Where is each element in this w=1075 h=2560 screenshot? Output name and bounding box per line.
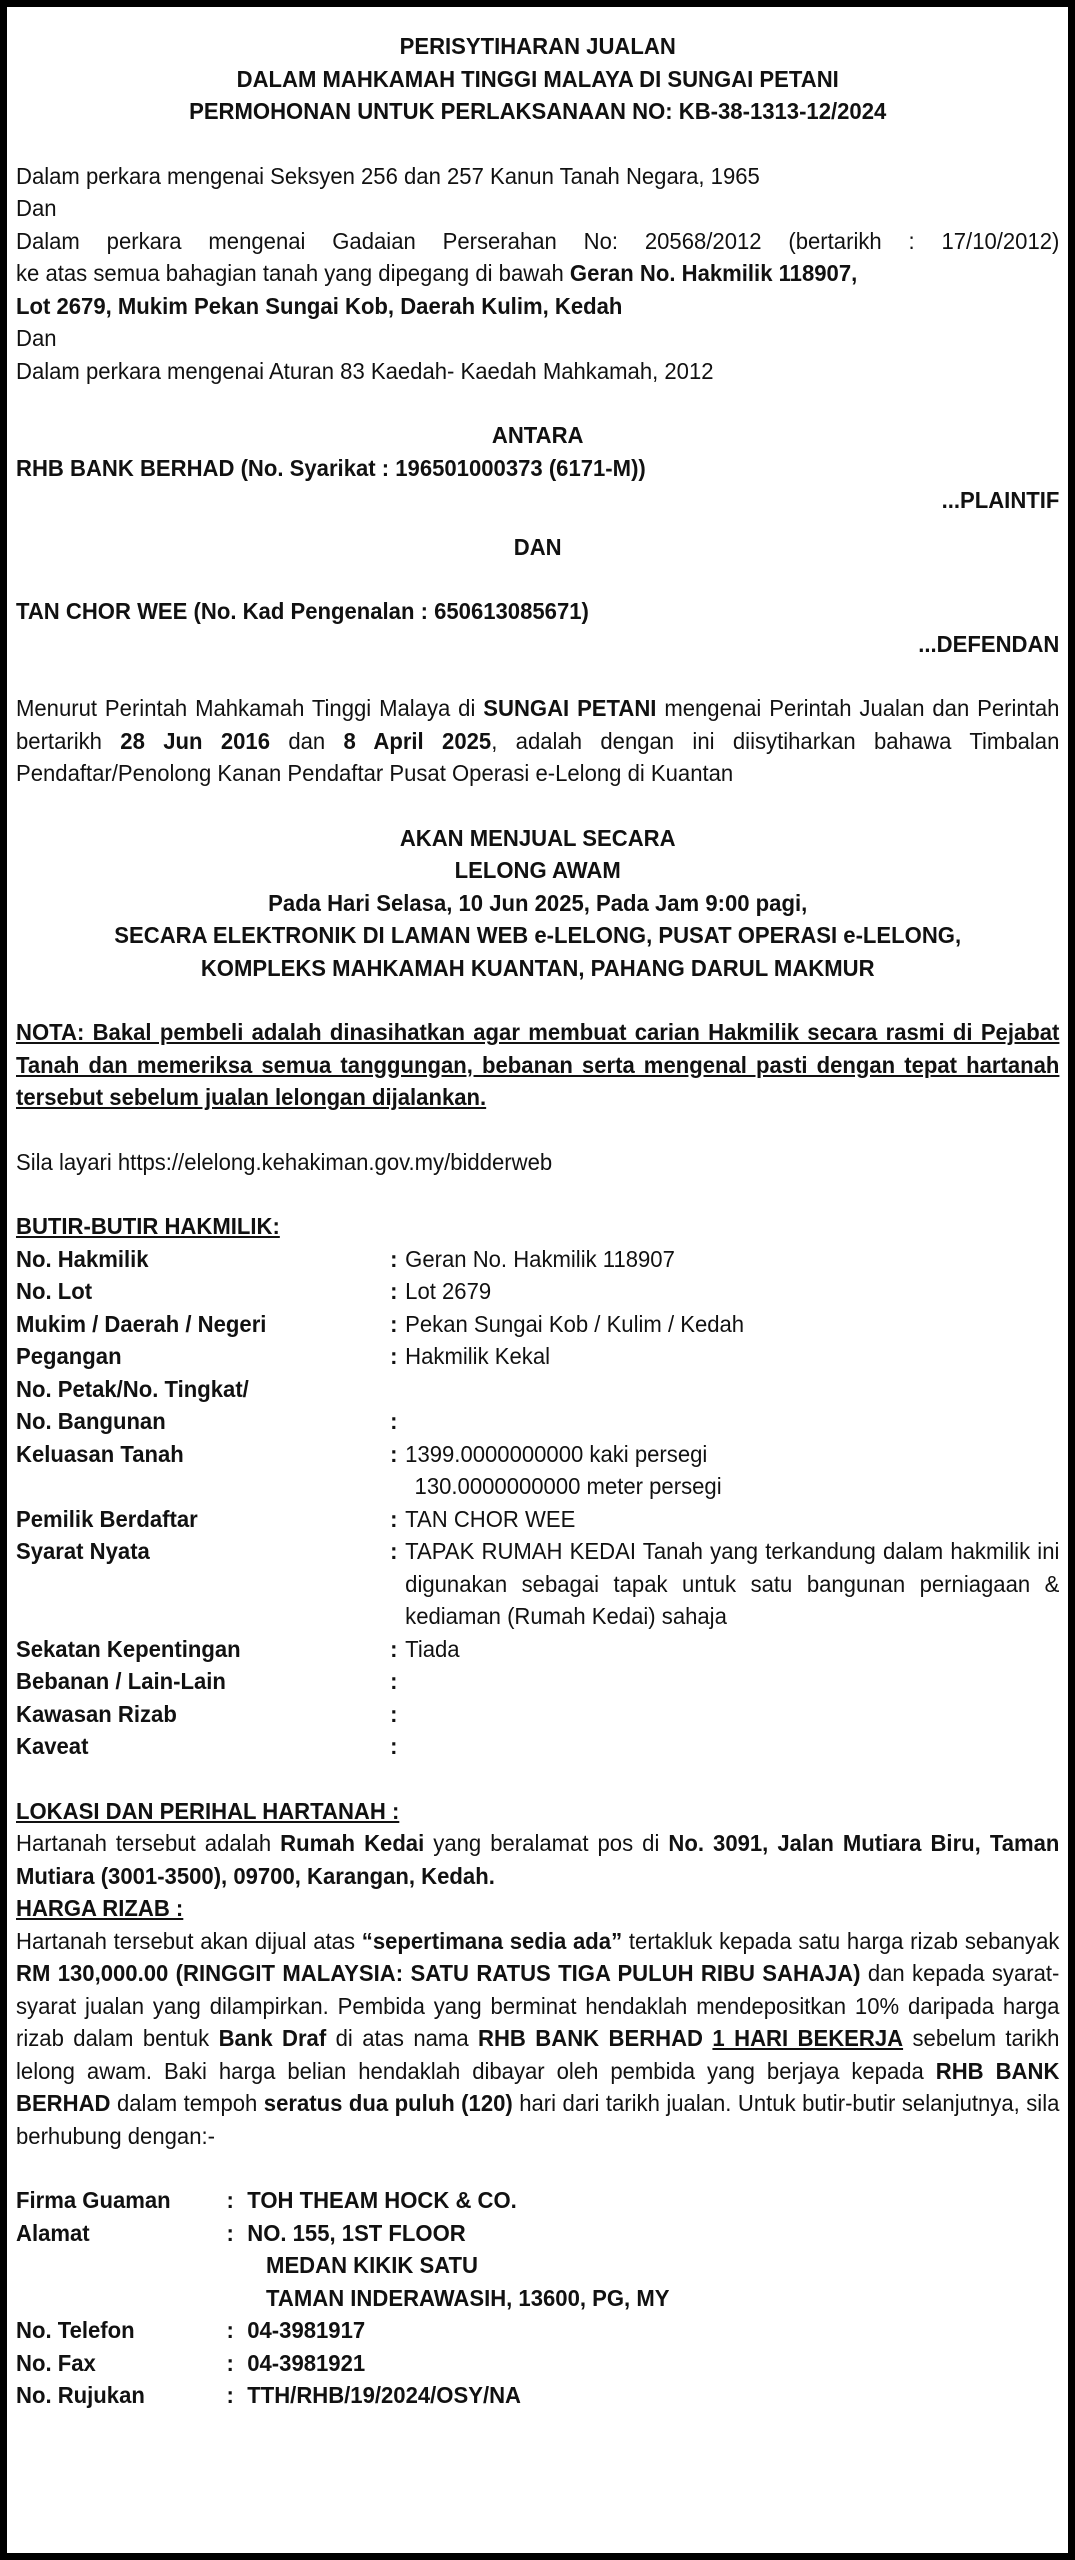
- title-detail-label: Syarat Nyata: [16, 1538, 150, 1564]
- contact-row: [16, 2314, 1059, 2347]
- contact-label: [16, 2249, 227, 2282]
- title-detail-colon: :: [390, 1668, 398, 1694]
- title-details-heading: BUTIR-BUTIR HAKMILIK:: [16, 1213, 280, 1239]
- title-detail-value: [405, 1698, 1059, 1731]
- title-detail-colon: [390, 1373, 405, 1406]
- title-detail-row: [16, 1535, 1059, 1633]
- sale-notice: [16, 30, 1060, 2412]
- title-detail-value: [405, 1373, 1059, 1406]
- title-detail-value: [405, 1665, 1059, 1698]
- antara-heading: ANTARA: [491, 422, 584, 448]
- title-detail-value: Hakmilik Kekal: [405, 1343, 551, 1369]
- reserve-paragraph: Hartanah tersebut akan dijual atas “sepertimana sedia ada” tertakluk kepada satu harga rizab sebanyak RM 130,000.00 (RINGGIT MALAYSIA: SATU RATUS TIGA PULUH RIBU SAHAJA) dan kepada syarat-syarat jualan yang dilampirkan. Pembida yang berminat hendaklah mendepositkan 10% daripada harga rizab dalam bentuk Bank Draf di atas nama RHB BANK BERHAD 1 HARI BEKERJA sebelum tarikh lelong awam. Baki harga belian hendaklah dibayar oleh pembida yang berjaya kepada RHB BANK BERHAD dalam tempoh seratus dua puluh (120) hari dari tarikh jualan. Untuk butir-butir selanjutnya, sila berhubung dengan:-: [16, 1927, 1060, 2149]
- contact-row: [16, 2184, 1059, 2217]
- matter-charge: Dalam perkara mengenai Gadaian Perserahan No: 20568/2012 (bertarikh : 17/10/2012) ke atas semua bahagian tanah yang dipegang di bawah Geran No. Hakmilik 118907, Lot 2679, Mukim Pekan Sungai Kob, Daerah Kulim, Kedah: [16, 227, 1060, 319]
- title-detail-label: Pegangan: [16, 1343, 122, 1369]
- defendant-name: TAN CHOR WEE (No. Kad Pengenalan : 650613085671): [16, 598, 589, 624]
- title-detail-row: [16, 1665, 1059, 1698]
- title-detail-colon: :: [390, 1310, 398, 1337]
- title-detail-value: 1399.0000000000 kaki persegi: [405, 1440, 708, 1467]
- title-detail-colon: :: [390, 1408, 398, 1434]
- title-detail-label: Mukim / Daerah / Negeri: [16, 1310, 267, 1337]
- title-detail-value: Pekan Sungai Kob / Kulim / Kedah: [405, 1310, 745, 1337]
- matter-land-code: Dalam perkara mengenai Seksyen 256 dan 257 Kanun Tanah Negara, 1965: [16, 162, 760, 189]
- contact-row: [16, 2249, 1059, 2282]
- contact-row: [16, 2379, 1059, 2412]
- title-detail-colon: :: [390, 1278, 398, 1304]
- contact-label: No. Rujukan: [16, 2382, 145, 2408]
- title-detail-row: [16, 1405, 1059, 1438]
- title-detail-label: Sekatan Kepentingan: [16, 1635, 241, 1662]
- title-detail-label: Kaveat: [16, 1733, 89, 1759]
- auction-venue-2: KOMPLEKS MAHKAMAH KUANTAN, PAHANG DARUL MAKMUR: [200, 954, 875, 981]
- title-detail-label: [16, 1470, 390, 1503]
- contact-row: [16, 2282, 1059, 2315]
- application-number: PERMOHONAN UNTUK PERLAKSANAAN NO: KB-38-1313-12/2024: [189, 98, 887, 124]
- title-detail-colon: :: [390, 1635, 398, 1662]
- contact-value: TTH/RHB/19/2024/OSY/NA: [247, 2382, 522, 2408]
- title-detail-row: [16, 1503, 1059, 1536]
- contact-colon: :: [226, 2317, 234, 2343]
- contact-colon: :: [226, 2219, 234, 2246]
- title-detail-value: Geran No. Hakmilik 118907: [405, 1245, 675, 1272]
- notice-title: PERISYTIHARAN JUALAN: [399, 33, 676, 59]
- title-detail-label: Kawasan Rizab: [16, 1700, 177, 1727]
- contact-label: Firma Guaman: [16, 2187, 171, 2213]
- auction-type: LELONG AWAM: [454, 857, 621, 883]
- auction-heading: AKAN MENJUAL SECARA: [399, 824, 676, 851]
- title-detail-label: No. Hakmilik: [16, 1245, 149, 1272]
- title-detail-row: [16, 1243, 1059, 1276]
- title-detail-value: TAPAK RUMAH KEDAI Tanah yang terkandung dalam hakmilik ini digunakan sebagai tapak untuk satu bangunan perniagaan & kediaman (Rumah Kedai) sahaja: [405, 1538, 1060, 1629]
- court-order-paragraph: Menurut Perintah Mahkamah Tinggi Malaya di SUNGAI PETANI mengenai Perintah Jualan dan Perintah bertarikh 28 Jun 2016 dan 8 April 2025, adalah dengan ini diisytiharkan bahawa Timbalan Pendaftar/Penolong Kanan Pendaftar Pusat Operasi e-Lelong di Kuantan: [16, 695, 1060, 786]
- title-detail-value: TAN CHOR WEE: [405, 1505, 576, 1532]
- title-detail-row: [16, 1373, 1059, 1406]
- contact-colon: [227, 2249, 248, 2282]
- title-detail-value: [405, 1730, 1059, 1763]
- contact-value: TOH THEAM HOCK & CO.: [247, 2187, 517, 2213]
- plaintiff-name: RHB BANK BERHAD (No. Syarikat : 196501000373 (6171-M)): [16, 454, 646, 481]
- title-detail-row: [16, 1438, 1059, 1471]
- matter-rules: Dalam perkara mengenai Aturan 83 Kaedah- Kaedah Mahkamah, 2012: [16, 357, 714, 384]
- defendant-role: ...DEFENDAN: [918, 630, 1060, 657]
- title-detail-label: No. Petak/No. Tingkat/: [16, 1375, 249, 1402]
- title-detail-colon: :: [390, 1245, 398, 1272]
- title-detail-row: [16, 1730, 1059, 1763]
- contact-value: 04-3981921: [247, 2349, 366, 2376]
- contact-value: MEDAN KIKIK SATU: [266, 2252, 478, 2278]
- contact-label: [16, 2282, 227, 2315]
- title-detail-colon: :: [390, 1440, 398, 1467]
- title-detail-colon: :: [390, 1538, 398, 1564]
- contact-value: NO. 155, 1ST FLOOR: [247, 2219, 466, 2246]
- title-detail-label: Keluasan Tanah: [16, 1440, 184, 1467]
- title-detail-colon: :: [390, 1700, 398, 1727]
- auction-venue: SECARA ELEKTRONIK DI LAMAN WEB e-LELONG, PUSAT OPERASI e-LELONG,: [114, 922, 962, 948]
- title-detail-row: [16, 1340, 1059, 1373]
- location-paragraph: Hartanah tersebut adalah Rumah Kedai yang beralamat pos di No. 3091, Jalan Mutiara Biru, Taman Mutiara (3001-3500), 09700, Karangan, Kedah.: [16, 1830, 1060, 1889]
- contact-colon: :: [226, 2187, 234, 2213]
- auction-date: Pada Hari Selasa, 10 Jun 2025, Pada Jam 9:00 pagi,: [268, 889, 808, 916]
- contact-colon: :: [226, 2349, 234, 2376]
- contact-colon: :: [226, 2382, 234, 2408]
- title-detail-colon: :: [390, 1343, 398, 1369]
- matter-dan: Dan: [16, 195, 57, 221]
- matter-dan: Dan: [16, 325, 57, 351]
- contact-value: TAMAN INDERAWASIH, 13600, PG, MY: [266, 2284, 670, 2311]
- title-detail-colon: :: [390, 1505, 398, 1532]
- dan-heading: DAN: [513, 533, 562, 560]
- reserve-heading: HARGA RIZAB :: [16, 1895, 184, 1921]
- contact-value: 04-3981917: [247, 2317, 366, 2343]
- plaintiff-role: ...PLAINTIF: [941, 487, 1060, 513]
- location-heading: LOKASI DAN PERIHAL HARTANAH :: [16, 1797, 400, 1824]
- title-detail-value: Lot 2679: [405, 1278, 492, 1304]
- title-detail-label: No. Lot: [16, 1278, 93, 1304]
- title-detail-value: [405, 1405, 1059, 1438]
- title-detail-row: [16, 1308, 1059, 1341]
- court-name: DALAM MAHKAMAH TINGGI MALAYA DI SUNGAI PETANI: [236, 65, 839, 92]
- website-link[interactable]: Sila layari https://elelong.kehakiman.gov.my/bidderweb: [16, 1148, 553, 1175]
- title-detail-row: [16, 1633, 1059, 1666]
- contact-table: [16, 2184, 1059, 2412]
- contact-row: [16, 2347, 1059, 2380]
- contact-label: No. Telefon: [16, 2317, 135, 2343]
- title-detail-label: Pemilik Berdaftar: [16, 1505, 198, 1532]
- contact-label: No. Fax: [16, 2349, 96, 2376]
- title-detail-row: [16, 1275, 1059, 1308]
- contact-colon: [227, 2282, 248, 2315]
- title-detail-colon: :: [390, 1733, 398, 1759]
- nota-paragraph: NOTA: Bakal pembeli adalah dinasihatkan agar membuat carian Hakmilik secara rasmi di Pejabat Tanah dan memeriksa semua tanggungan, bebanan serta mengenal pasti dengan tepat hartanah tersebut sebelum jualan lelongan dijalankan.: [16, 1019, 1060, 1110]
- title-detail-row: [16, 1698, 1059, 1731]
- title-detail-value: 130.0000000000 meter persegi: [414, 1473, 722, 1499]
- contact-label: Alamat: [16, 2219, 90, 2246]
- title-detail-label: No. Bangunan: [16, 1408, 166, 1434]
- title-detail-row: [16, 1470, 1059, 1503]
- title-details-table: [16, 1243, 1059, 1763]
- title-detail-label: Bebanan / Lain-Lain: [16, 1668, 226, 1694]
- title-detail-colon: [390, 1470, 405, 1503]
- contact-row: [16, 2217, 1059, 2250]
- title-detail-value: Tiada: [405, 1635, 460, 1662]
